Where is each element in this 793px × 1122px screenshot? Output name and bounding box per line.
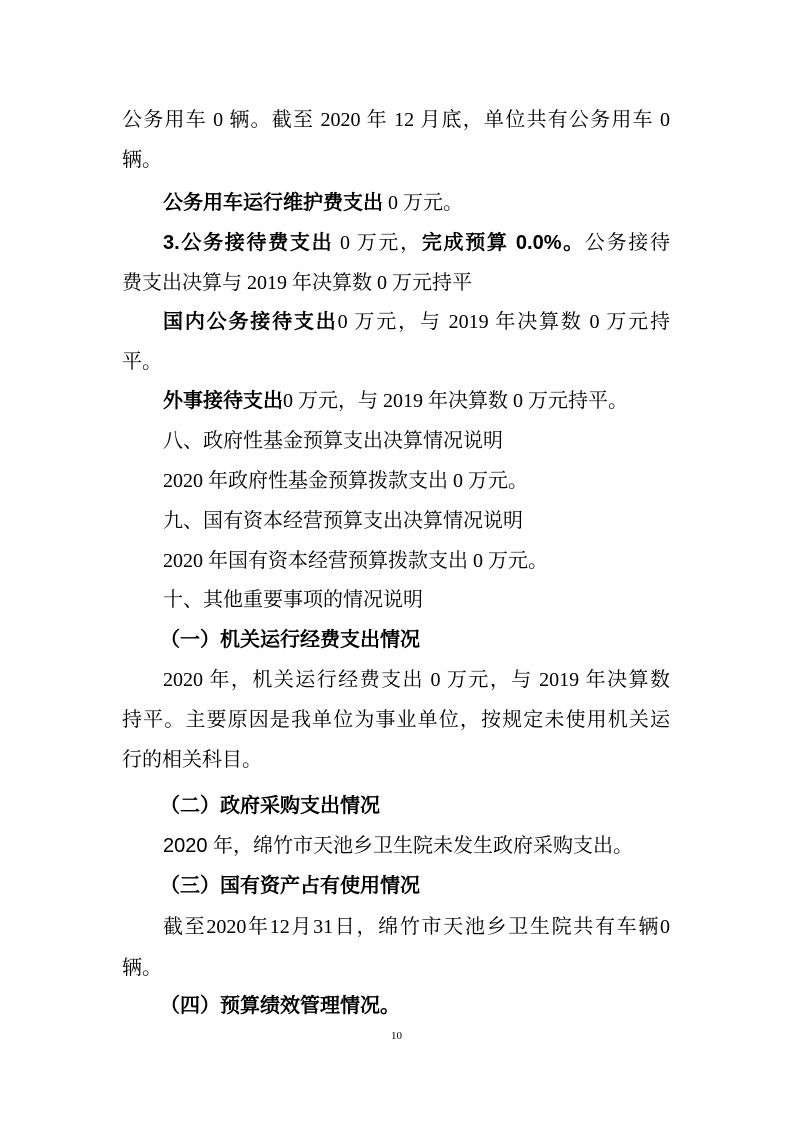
section-8-heading: 八、政府性基金预算支出决算情况说明 [163,430,503,452]
vehicle-maintenance-paragraph [163,189,463,217]
operating-costs-line-1: 2020 年，机关运行经费支出 0 万元，与 2019 年决算数 [163,669,670,691]
state-assets-line-1: 截至2020年12月31日，绵竹市天池乡卫生院共有车辆0 [163,916,670,938]
procurement-text: 2020 年，绵竹市天池乡卫生院未发生政府采购支出。 [163,835,634,857]
section-9-heading: 九、国有资本经营预算支出决算情况说明 [163,510,523,532]
reception-amount: 0 万元， [333,232,422,254]
vehicle-maintenance-label: 公务用车运行维护费支出 [163,192,383,214]
domestic-reception-line-2: 平。 [122,351,162,373]
procurement-heading: （二）政府采购支出情况 [160,795,380,817]
vehicle-maintenance-value: 0 万元。 [383,192,463,214]
state-assets-line-2: 辆。 [122,957,162,979]
section-8-text: 2020 年政府性基金预算拨款支出 0 万元。 [163,470,528,492]
domestic-reception-label: 国内公务接待支出 [163,311,338,333]
domestic-reception-text: 0 万元，与 2019 年决算数 0 万元持 [337,311,671,333]
operating-costs-line-3: 行的相关科目。 [122,749,262,771]
reception-completion: 完成预算 0.0%。 [421,232,585,254]
foreign-reception-label: 外事接待支出 [163,390,283,412]
section-10-heading: 十、其他重要事项的情况说明 [163,589,423,611]
section-9-text: 2020 年国有资本经营预算拨款支出 0 万元。 [163,550,548,572]
foreign-reception-text: 0 万元，与 2019 年决算数 0 万元持平。 [283,390,628,412]
vehicle-purchase-line-2: 辆。 [122,149,162,171]
operating-costs-heading: （一）机关运行经费支出情况 [160,629,420,651]
performance-heading: （四）预算绩效管理情况。 [160,995,400,1017]
reception-line-2: 费支出决算与 2019 年决算数 0 万元持平 [122,272,472,294]
vehicle-purchase-line-1: 公务用车 0 辆。截至 2020 年 12 月底，单位共有公务用车 0 [122,109,670,131]
operating-costs-line-2: 持平。主要原因是我单位为事业单位，按规定未使用机关运 [122,709,670,731]
state-assets-heading: （三）国有资产占有使用情况 [160,875,420,897]
reception-label: 3.公务接待费支出 [163,232,334,254]
reception-line-1-tail: 公务接待 [584,232,670,254]
domestic-reception-line-1 [163,308,670,336]
foreign-reception-line [163,387,628,415]
page-number: 10 [391,1030,402,1042]
reception-line-1 [163,229,670,257]
